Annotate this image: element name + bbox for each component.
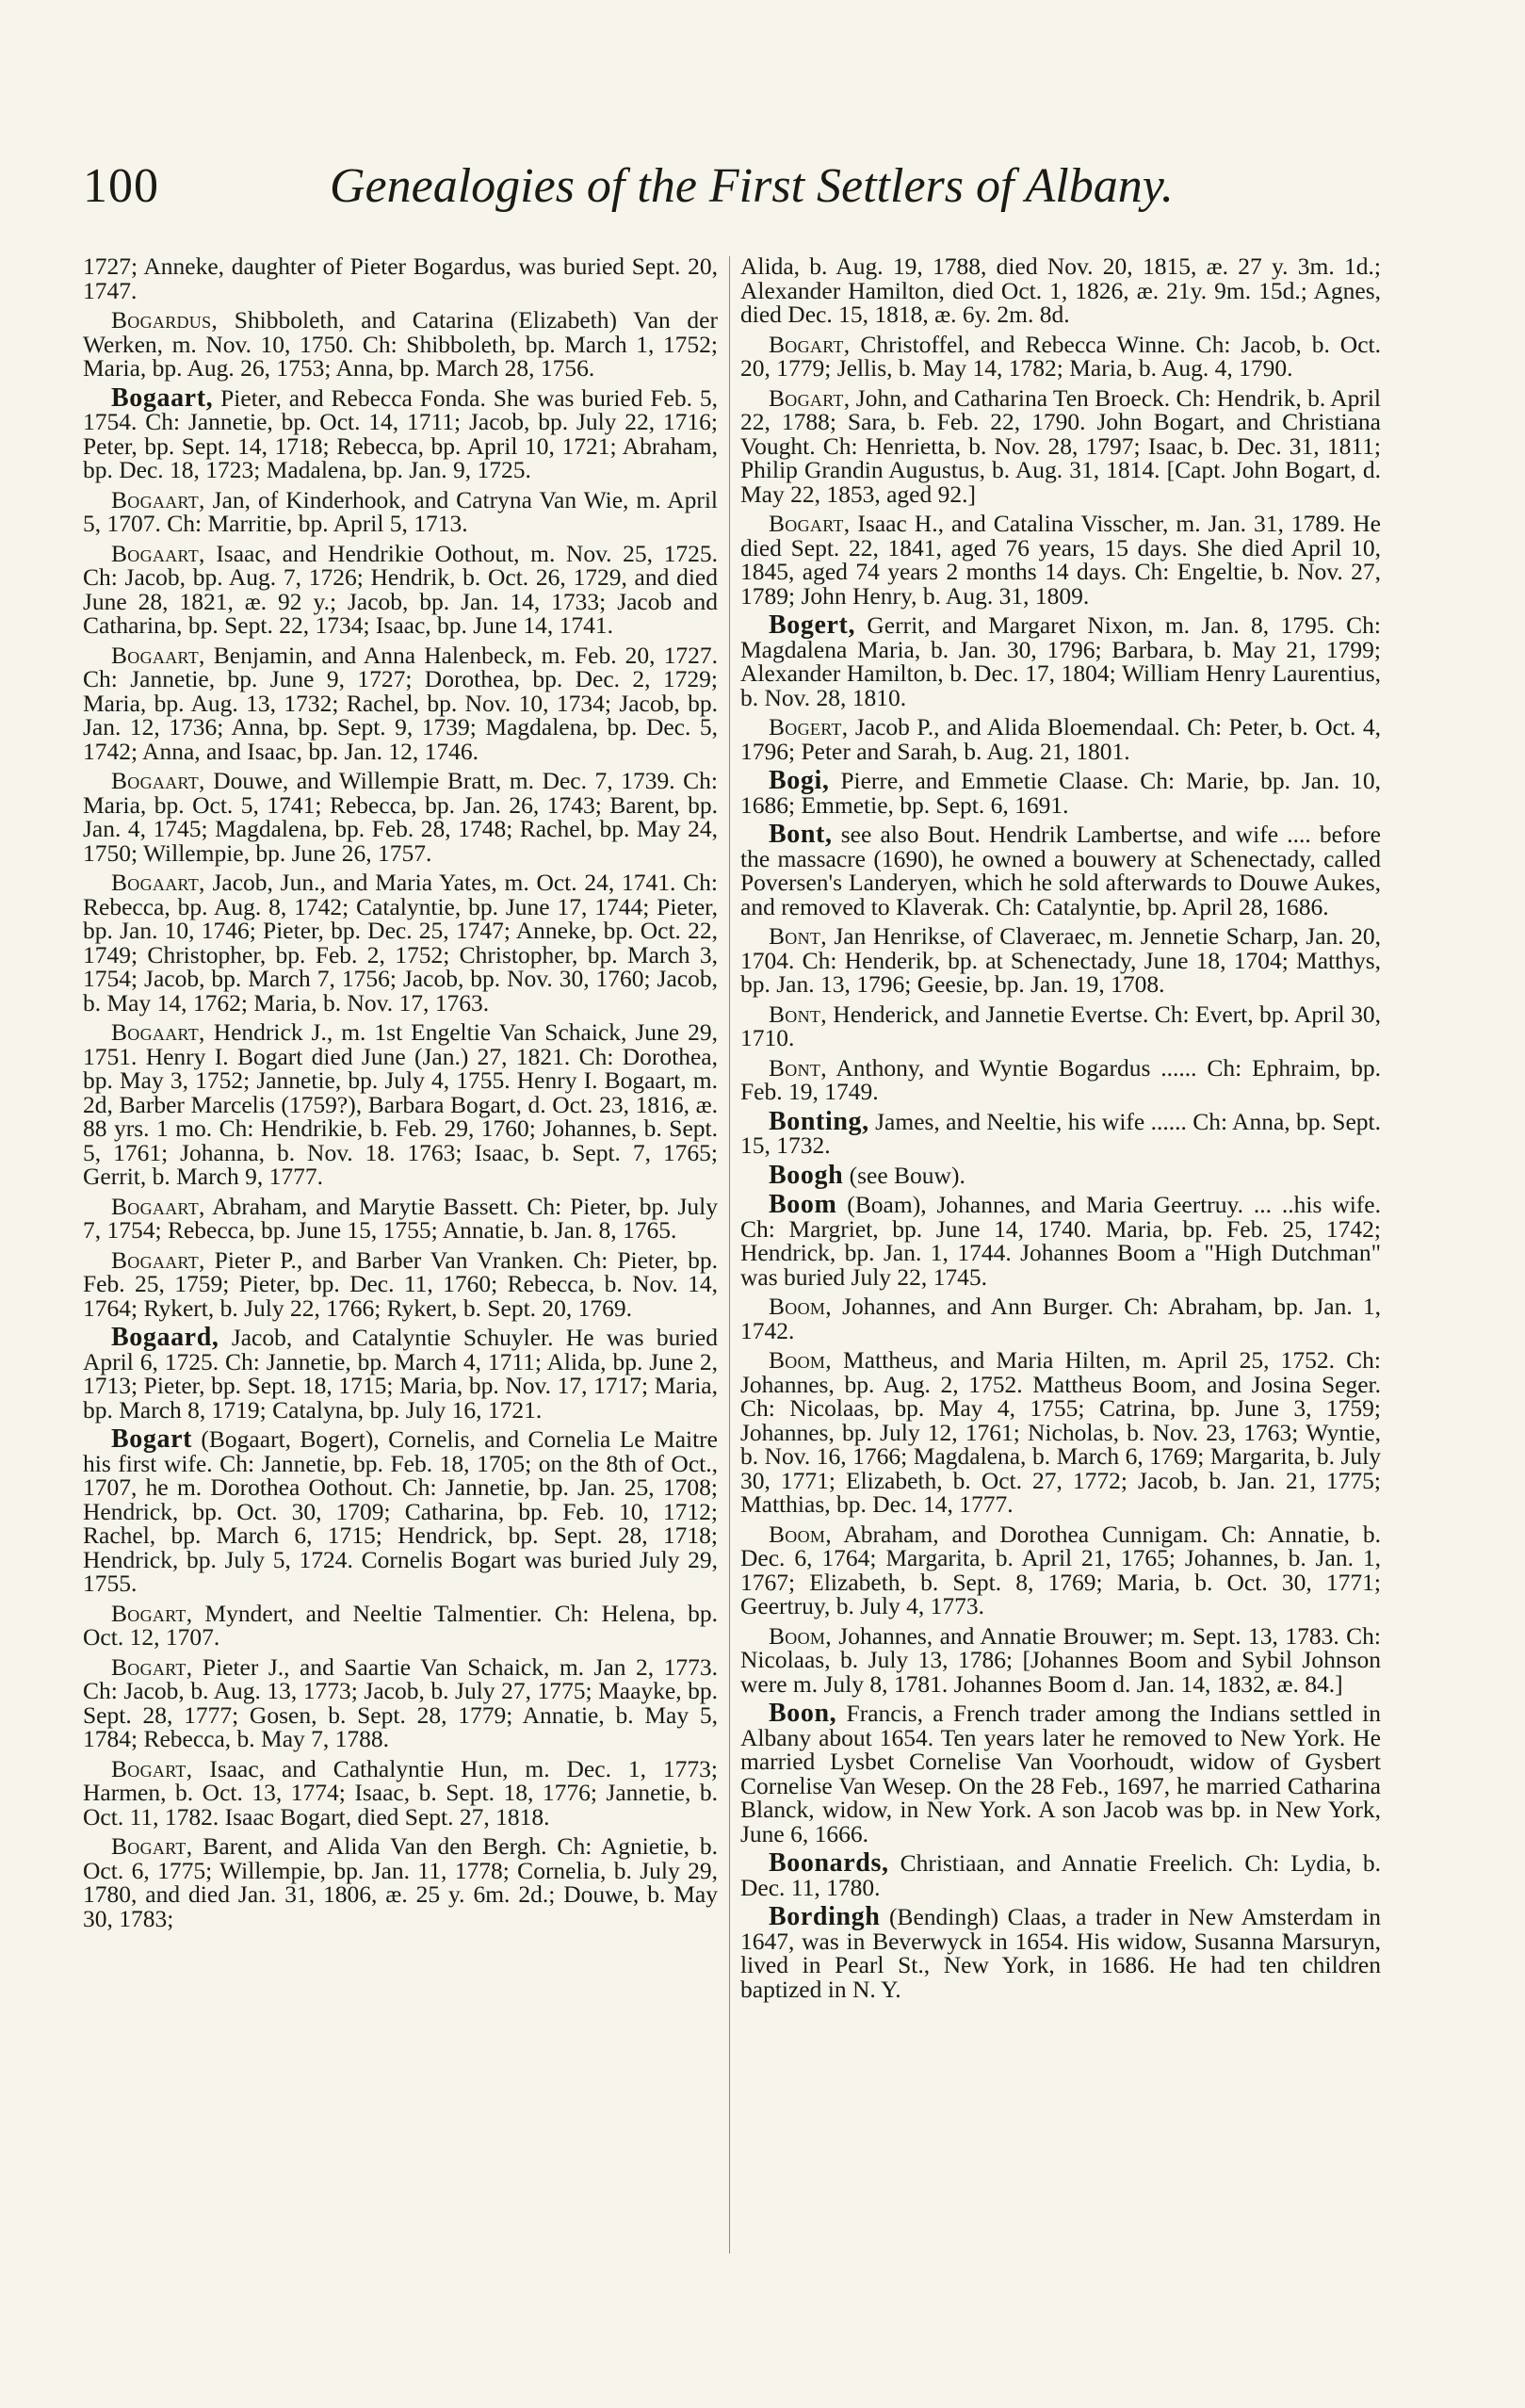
entry-surname: Bogart, [769, 510, 851, 537]
entry-surname: Bogaart, [111, 767, 205, 794]
column-divider [729, 256, 730, 2253]
page-header [83, 158, 1439, 224]
entry-text: James, and Neeltie, his wife ...... Ch: Anna, bp. Sept. 15, 1732. [740, 1107, 1381, 1159]
genealogy-entry [83, 254, 718, 302]
entry-surname: Bogart [111, 1424, 193, 1454]
genealogy-entry [740, 715, 1381, 763]
entry-text: Myndert, and Neeltie Talmentier. Ch: Helena, bp. Oct. 12, 1707. [83, 1599, 718, 1651]
entry-text: Shibboleth, and Catarina (Elizabeth) Van der Werken, m. Nov. 10, 1750. Ch: Shibboleth, bp. March 1, 1752; Maria, bp. Aug. 26, 1753; Anna, bp. March 28, 1756. [83, 306, 718, 382]
genealogy-entry [740, 1160, 1381, 1190]
entry-text: (Bendingh) Claas, a trader in New Amsterdam in 1647, was in Beverwyck in 1654. His widow, Susanna Marsuryn, lived in Pearl St., New York, in 1686. He had ten children baptized in N. Y. [740, 1903, 1381, 2003]
entry-text: Christoffel, and Rebecca Winne. Ch: Jacob, b. Oct. 20, 1779; Jellis, b. May 14, 1782; Maria, b. Aug. 4, 1790. [740, 330, 1381, 382]
entry-text: Douwe, and Willempie Bratt, m. Dec. 7, 1739. Ch: Maria, bp. Oct. 5, 1741; Rebecca, bp. Jan. 26, 1743; Barent, bp. Jan. 4, 1745; Magdalena, bp. Feb. 28, 1748; Rachel, bp. May 24, 1750; Willempie, bp. June 26, 1757. [83, 767, 718, 867]
entry-surname: Bont, [769, 922, 827, 950]
entry-text: Isaac, and Hendrikie Oothout, m. Nov. 25, 1725. Ch: Jacob, bp. Aug. 7, 1726; Hendrik, b. Oct. 26, 1729, and died June 28, 1821, æ. 92 y.; Jacob, bp. Jan. 14, 1733; Jacob and Catharina, bp. Sept. 22, 1734; Isaac, bp. June 14, 1741. [83, 539, 718, 639]
entry-surname: Bogaart, [111, 382, 214, 413]
entry-surname: Bogaart, [111, 1192, 205, 1220]
entry-text: Pieter J., and Saartie Van Schaick, m. Jan 2, 1773. Ch: Jacob, b. Aug. 13, 1773; Jacob, b. July 27, 1775; Maayke, bp. Sept. 28, 1777; Gosen, b. Sept. 28, 1779; Annatie, b. May 5, 1784; Rebecca, b. May 7, 1788. [83, 1652, 718, 1752]
entry-text: Pierre, and Emmetie Claase. Ch: Marie, bp. Jan. 10, 1686; Emmetie, bp. Sept. 6, 1691. [740, 767, 1381, 819]
entry-text: Jacob, Jun., and Maria Yates, m. Oct. 24, 1741. Ch: Rebecca, bp. Aug. 8, 1742; Catalyntie, bp. June 17, 1744; Pieter, bp. Jan. 10, 1746; Pieter, bp. Dec. 25, 1747; Anneke, bp. Oct. 22, 1749; Christopher, bp. Feb. 2, 1752; Christopher, bp. March 3, 1754; Jacob, bp. March 7, 1756; Jacob, bp. Nov. 30, 1760; Jacob, b. May 14, 1762; Maria, b. Nov. 17, 1763. [83, 869, 718, 1017]
entry-text: Johannes, and Ann Burger. Ch: Abraham, bp. Jan. 1, 1742. [740, 1293, 1381, 1344]
entry-surname: Boom, [769, 1293, 832, 1320]
entry-text: Jan, of Kinderhook, and Catryna Van Wie, m. April 5, 1707. Ch: Marritie, bp. April 5, 1713. [83, 485, 718, 537]
genealogy-entry [83, 1323, 718, 1424]
running-title: Genealogies of the First Settlers of Albany. [330, 159, 1174, 213]
entry-text: Isaac, and Cathalyntie Hun, m. Dec. 1, 1773; Harmen, b. Oct. 13, 1774; Isaac, b. Sept. 18, 1776; Jannetie, b. Oct. 11, 1782. Isaac Bogart, died Sept. 27, 1818. [83, 1754, 718, 1830]
entry-surname: Bogaart, [111, 1245, 205, 1274]
entry-text: Jacob, and Catalyntie Schuyler. He was buried April 6, 1725. Ch: Jannetie, bp. March 4, 1711; Alida, bp. June 2, 1713; Pieter, bp. Sept. 18, 1715; Maria, bp. Nov. 17, 1717; Maria, bp. March 8, 1719; Catalyna, bp. July 16, 1721. [83, 1324, 718, 1424]
entry-surname: Bogaart, [111, 485, 205, 513]
entry-text: Alida, b. Aug. 19, 1788, died Nov. 20, 1815, æ. 27 y. 3m. 1d.; Alexander Hamilton, died Oct. 1, 1826, æ. 21y. 9m. 15d.; Agnes, died Dec. 15, 1818, æ. 6y. 2m. 8d. [740, 254, 1381, 328]
entry-text: Hendrick J., m. 1st Engeltie Van Schaick, June 29, 1751. Henry I. Bogart died June (Jan.) 27, 1821. Ch: Dorothea, bp. May 3, 1752; Jannetie, bp. July 4, 1755. Henry I. Bogaart, m. 2d, Barber Marcelis (1759?), Barbara Bogart, d. Oct. 23, 1816, æ. 88 yrs. 1 mo. Ch: Hendrikie, b. Feb. 29, 1760; Johannes, b. Sept. 5, 1761; Johanna, b. Nov. 18. 1763; Isaac, b. Sept. 7, 1765; Gerrit, b. March 9, 1777. [83, 1018, 718, 1190]
genealogy-entry [83, 1834, 718, 1930]
genealogy-entry [740, 1190, 1381, 1291]
entry-surname: Bont, [769, 1000, 827, 1028]
genealogy-entry [740, 924, 1381, 997]
entry-text: Abraham, and Dorothea Cunnigam. Ch: Annatie, b. Dec. 6, 1764; Margarita, b. April 21, 1765; Johannes, b. Jan. 1, 1767; Elizabeth, b. Sept. 8, 1769; Maria, b. Oct. 30, 1771; Geertruy, b. July 4, 1773. [740, 1520, 1381, 1619]
entry-text: Francis, a French trader among the Indians settled in Albany about 1654. Ten years later he removed to New York. He married Lysbet Cornelise Van Voorhoudt, widow of Gysbert Cornelise Van Wesep. On the 28 Feb., 1697, he married Catharina Blanck, widow, in New York. A son Jacob was bp. in New York, June 6, 1666. [740, 1700, 1381, 1847]
entry-surname: Boom [769, 1190, 837, 1219]
genealogy-entry [740, 1621, 1381, 1698]
genealogy-entry [740, 1294, 1381, 1342]
genealogy-entry [740, 822, 1381, 919]
entry-text: Pieter P., and Barber Van Vranken. Ch: Pieter, bp. Feb. 25, 1759; Pieter, bp. Dec. 11, 1760; Rebecca, b. Nov. 14, 1764; Rykert, b. July 22, 1766; Rykert, b. Sept. 20, 1769. [83, 1245, 718, 1322]
genealogy-entry [83, 485, 718, 537]
entry-text: Benjamin, and Anna Halenbeck, m. Feb. 20, 1727. Ch: Jannetie, bp. June 9, 1727; Dorothea, bp. Dec. 2, 1729; Maria, bp. Aug. 13, 1732; Rachel, bp. Nov. 10, 1734; Jacob, bp. Jan. 12, 1736; Anna, bp. Sept. 9, 1739; Magdalena, bp. Dec. 5, 1742; Anna, and Isaac, bp. Jan. 12, 1746. [83, 641, 718, 765]
genealogy-entry [740, 254, 1381, 327]
genealogy-entry [740, 512, 1381, 608]
entry-text: Barent, and Alida Van den Bergh. Ch: Agnietie, b. Oct. 6, 1775; Willempie, bp. Jan. 11, 1778; Cornelia, b. July 29, 1780, and died Jan. 31, 1806, æ. 25 y. 6m. 2d.; Douwe, b. May 30, 1783; [83, 1832, 718, 1932]
entry-text: Pieter, and Rebecca Fonda. She was buried Feb. 5, 1754. Ch: Jannetie, bp. Oct. 14, 1711; Jacob, bp. July 22, 1716; Peter, bp. Sept. 14, 1718; Rebecca, bp. April 10, 1721; Abraham, bp. Dec. 18, 1723; Madalena, bp. Jan. 9, 1725. [83, 383, 718, 483]
genealogy-entry [740, 1522, 1381, 1619]
genealogy-entry [83, 1020, 718, 1189]
page-number: 100 [83, 159, 159, 213]
entry-text: see also Bout. Hendrik Lambertse, and wife .... before the massacre (1690), he owned a bouwery at Schenectady, called Poversen's Landeryen, which he sold afterwards to Douwe Aukes, and removed to Klaverak. Ch: Catalyntie, bp. April 28, 1686. [740, 821, 1381, 920]
genealogy-entry [83, 1192, 718, 1244]
entry-surname: Boom, [769, 1520, 832, 1548]
entry-text: Mattheus, and Maria Hilten, m. April 25, 1752. Ch: Johannes, bp. Aug. 2, 1752. Mattheus Boom, and Josina Seger. Ch: Nicolaas, bp. May 4, 1755; Catrina, bp. June 3, 1759; Johannes, bp. July 12, 1761; Nicholas, b. Nov. 23, 1763; Wyntie, b. Nov. 16, 1766; Magdalena, b. March 6, 1769; Margarita, b. July 30, 1771; Elizabeth, b. Oct. 27, 1772; Jacob, b. Jan. 21, 1775; Matthias, bp. Dec. 14, 1777. [740, 1346, 1381, 1518]
entry-text: (see Bouw). [843, 1161, 965, 1189]
genealogy-entry [740, 1902, 1381, 2003]
entry-text: John, and Catharina Ten Broeck. Ch: Hendrik, b. April 22, 1788; Sara, b. Feb. 22, 1790. John Bogart, and Christiana Vought. Ch: Henrietta, b. Nov. 28, 1797; Isaac, b. Dec. 31, 1811; Philip Grandin Augustus, b. Aug. 31, 1814. [Capt. John Bogart, d. May 22, 1853, aged 92.] [740, 383, 1381, 508]
entry-surname: Bogaart, [111, 1018, 205, 1046]
genealogy-entry [83, 1652, 718, 1752]
entry-text: Jan Henrikse, of Claveraec, m. Jennetie Scharp, Jan. 20, 1704. Ch: Henderik, bp. at Schenectady, June 18, 1704; Matthys, bp. Jan. 13, 1796; Geesie, bp. Jan. 19, 1708. [740, 922, 1381, 998]
entry-surname: Bogart, [111, 1754, 193, 1782]
entry-surname: Bogart, [111, 1652, 193, 1681]
entry-text: Johannes, and Annatie Brouwer; m. Sept. 13, 1783. Ch: Nicolaas, b. July 13, 1786; [Johannes Boom and Sybil Johnson were m. July 8, 1781. Johannes Boom d. Jan. 14, 1832, æ. 84.] [740, 1621, 1381, 1698]
entry-surname: Bogart, [769, 330, 851, 358]
genealogy-entry [740, 383, 1381, 508]
genealogy-entry [740, 1106, 1381, 1159]
entry-text: Henderick, and Jannetie Evertse. Ch: Evert, bp. April 30, 1710. [740, 1000, 1381, 1051]
entry-surname: Boon, [769, 1699, 837, 1728]
genealogy-entry [83, 539, 718, 639]
genealogy-entry [83, 643, 718, 764]
genealogy-entry [740, 610, 1381, 711]
genealogy-entry [740, 1053, 1381, 1105]
entry-text: (Boam), Johannes, and Maria Geertruy. ... ..his wife. Ch: Margriet, bp. June 14, 1740. Maria, bp. Feb. 25, 1742; Hendrick, bp. Jan. 1, 1744. Johannes Boom a "High Dutchman" was buried July 22, 1745. [740, 1191, 1381, 1291]
right-column [740, 254, 1381, 2252]
entry-surname: Bogart, [111, 1599, 193, 1627]
genealogy-entry [740, 330, 1381, 382]
genealogy-entry [83, 1245, 718, 1322]
entry-surname: Bogardus, [111, 306, 219, 334]
entry-surname: Bogert, [769, 610, 856, 640]
genealogy-entry [740, 766, 1381, 819]
entry-surname: Boom, [769, 1346, 832, 1374]
entry-surname: Bogert, [769, 713, 849, 740]
entry-surname: Boogh [769, 1160, 844, 1190]
entry-surname: Boom, [769, 1621, 832, 1650]
genealogy-entry [83, 1599, 718, 1651]
genealogy-entry [83, 382, 718, 483]
entry-text: Christiaan, and Annatie Freelich. Ch: Lydia, b. Dec. 11, 1780. [740, 1849, 1381, 1901]
genealogy-entry [740, 1348, 1381, 1517]
left-column [83, 254, 718, 2252]
genealogy-entry [83, 769, 718, 865]
genealogy-entry [740, 1848, 1381, 1901]
entry-text: Anthony, and Wyntie Bogardus ...... Ch: Ephraim, bp. Feb. 19, 1749. [740, 1053, 1381, 1105]
genealogy-entry [740, 1701, 1381, 1846]
entry-surname: Bogaart, [111, 869, 205, 896]
entry-text: Isaac H., and Catalina Visscher, m. Jan. 31, 1789. He died Sept. 22, 1841, aged 76 years, 15 days. She died April 10, 1845, aged 74 years 2 months 14 days. Ch: Engeltie, b. Nov. 27, 1789; John Henry, b. Aug. 31, 1809. [740, 510, 1381, 610]
entry-surname: Boonards, [769, 1848, 889, 1878]
entry-surname: Bogaart, [111, 641, 205, 669]
genealogy-entry [83, 870, 718, 1015]
entry-surname: Bogaart, [111, 539, 205, 567]
entry-surname: Bont, [769, 1053, 827, 1082]
genealogy-entry [740, 1002, 1381, 1050]
genealogy-entry [83, 1754, 718, 1830]
entry-surname: Bogart, [769, 383, 851, 412]
entry-surname: Bont, [769, 820, 833, 849]
entry-text: (Bogaart, Bogert), Cornelis, and Cornelia Le Maitre his first wife. Ch: Jannetie, bp. Feb. 18, 1705; on the 8th of Oct., 1707, he m. Dorothea Oothout. Ch: Jannetie, bp. Jan. 25, 1708; Hendrick, bp. Oct. 30, 1709; Catharina, bp. Feb. 10, 1712; Rachel, bp. March 6, 1715; Hendrick, bp. Sept. 28, 1718; Hendrick, bp. July 5, 1724. Cornelis Bogart was buried July 29, 1755. [83, 1425, 718, 1597]
entry-text: Gerrit, and Margaret Nixon, m. Jan. 8, 1795. Ch: Magdalena Maria, b. Jan. 30, 1796; Barbara, b. May 21, 1799; Alexander Hamilton, b. Dec. 17, 1804; William Henry Laurentius, b. Nov. 28, 1810. [740, 611, 1381, 711]
entry-surname: Bogi, [769, 766, 830, 795]
entry-surname: Bordingh [769, 1902, 881, 1931]
genealogy-entry [83, 1424, 718, 1597]
entry-text: 1727; Anneke, daughter of Pieter Bogardus, was buried Sept. 20, 1747. [83, 254, 718, 304]
entry-surname: Bogart, [111, 1832, 193, 1860]
entry-surname: Bogaard, [111, 1323, 219, 1352]
entry-surname: Bonting, [769, 1106, 869, 1136]
entry-text: Jacob P., and Alida Bloemendaal. Ch: Peter, b. Oct. 4, 1796; Peter and Sarah, b. Aug. 21, 1801. [740, 713, 1381, 765]
entry-text: Abraham, and Marytie Bassett. Ch: Pieter, bp. July 7, 1754; Rebecca, bp. June 15, 1755; Annatie, b. Jan. 8, 1765. [83, 1192, 718, 1244]
genealogy-entry [83, 308, 718, 381]
